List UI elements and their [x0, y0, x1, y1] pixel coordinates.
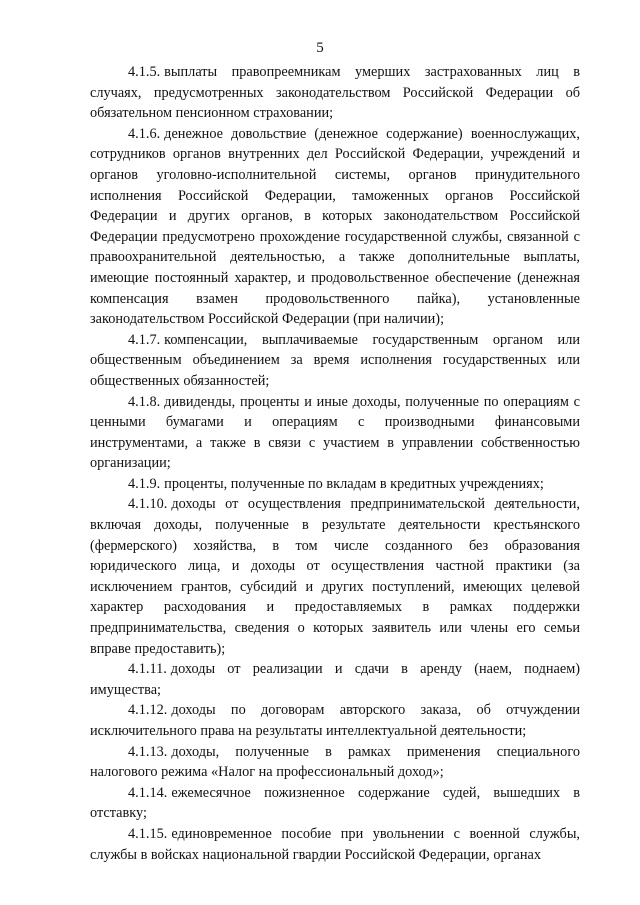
item-text: выплаты правопреемникам умерших застрахованных лиц в случаях, предусмотренных законодательством Российской Федерации об обязательном пенсионном страховании; — [90, 64, 580, 122]
item-number: 4.1.8. — [128, 393, 161, 410]
page-number: 5 — [316, 40, 324, 56]
item-text: доходы по договорам авторского заказа, об отчуждении исключительного права на результаты интеллектуальной деятельности; — [90, 702, 580, 739]
item-number: 4.1.12. — [128, 702, 168, 719]
item-number: 4.1.6. — [128, 125, 161, 142]
item-number: 4.1.5. — [128, 64, 161, 80]
item-number: 4.1.11. — [128, 661, 167, 678]
item-text: доходы от осуществления предпринимательской деятельности, включая доходы, полученные в результате деятельности крестьянского (фермерского) хозяйства, в том числе созданного без образования юридического лица, и доходы от осуществления частной практики (за исключением грантов, субсидий и других поступлений, имеющих целевой характер расходования и предоставляемых в рамках поддержки предпринимательства, сведения о которых заявитель или члены его семьи вправе предоставить); — [90, 496, 580, 657]
document-body — [90, 62, 580, 865]
list-item — [90, 392, 580, 474]
list-item — [90, 824, 580, 865]
list-item — [90, 330, 580, 392]
list-item — [90, 659, 580, 700]
list-item — [90, 700, 580, 741]
item-number: 4.1.15. — [128, 825, 168, 842]
item-text: доходы от реализации и сдачи в аренду (наем, поднаем) имущества; — [90, 661, 580, 698]
item-text: единовременное пособие при увольнении с военной службы, службы в войсках национальной гвардии Российской Федерации, органах — [90, 825, 580, 863]
item-number: 4.1.10. — [128, 496, 168, 513]
item-text: денежное довольствие (денежное содержание) военнослужащих, сотрудников органов внутренних дел Российской Федерации, учреждений и органов уголовно-исполнительной системы, органов принудительного исполнения Российской Федерации, таможенных органов Российской Федерации и других органов, в которых законодательством Российской Федерации предусмотрено прохождение государственной службы, связанной с правоохранительной деятельностью, а также дополнительные выплаты, имеющие постоянный характер, и продовольственное обеспечение (денежная компенсация взамен продовольственного пайка), установленные законодательством Российской Федерации (при наличии); — [90, 125, 580, 328]
item-number: 4.1.7. — [128, 331, 161, 348]
item-number: 4.1.9. — [128, 475, 161, 492]
list-item — [90, 124, 580, 330]
list-item — [90, 494, 580, 659]
list-item — [90, 742, 580, 783]
item-text: доходы, полученные в рамках применения специального налогового режима «Налог на профессиональный доход»; — [90, 743, 580, 781]
list-item — [90, 62, 580, 124]
item-text: дивиденды, проценты и иные доходы, полученные по операциям с ценными бумагами и операциям с производными финансовыми инструментами, а также в связи с участием в управлении собственностью организации; — [90, 393, 580, 472]
item-number: 4.1.14. — [128, 784, 168, 801]
list-item — [90, 474, 580, 495]
item-number: 4.1.13. — [128, 743, 168, 760]
item-text: ежемесячное пожизненное содержание судей, вышедших в отставку; — [90, 784, 580, 822]
item-text: проценты, полученные по вкладам в кредитных учреждениях; — [164, 475, 544, 492]
item-text: компенсации, выплачиваемые государственным органом или общественным объединением за время исполнения государственных или общественных обязанностей; — [90, 331, 580, 389]
list-item — [90, 783, 580, 824]
